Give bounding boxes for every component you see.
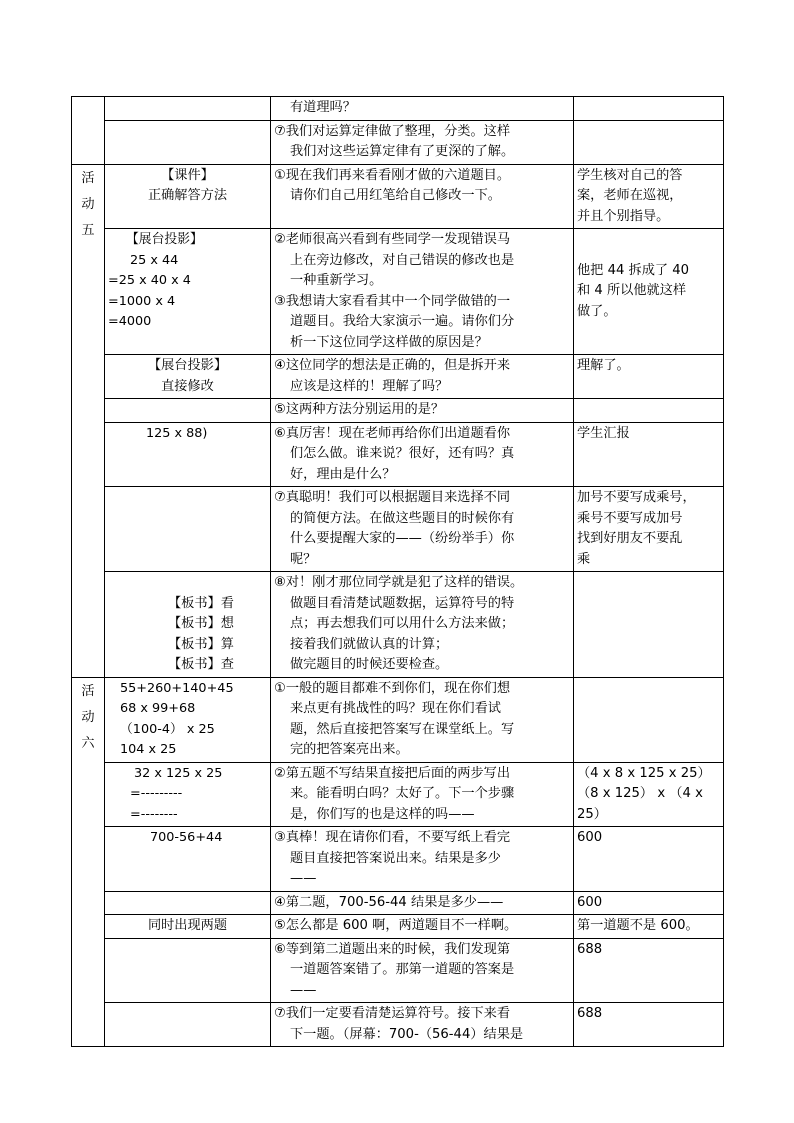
teacher-activity-cell [271,572,574,678]
teacher-text: 析一下这位同学这样做的原因是？ [290,334,488,350]
teacher-text: ①一般的题目都难不到你们，现在你们想 [274,680,511,696]
resource-cell [105,677,271,762]
teacher-text: 做完题目的时候还要检查。 [290,657,449,672]
resource-cell [105,399,271,423]
student-activity-cell [574,229,724,355]
activity-label-cell [72,97,105,165]
teacher-text: 请你们自己用红笔给自己修改一下。 [290,188,501,203]
teacher-activity-cell [271,355,574,399]
activity-label-act5 [72,164,105,677]
activity-label-act6 [72,677,105,1047]
teacher-text: 道题目。我给大家演示一遍。请你们分 [290,314,515,329]
resource-text: =--------- [130,786,183,801]
teacher-text: 题目直接把答案说出来。结果是多少 [290,850,501,866]
table-row [72,827,724,892]
student-activity-cell [574,422,724,487]
teacher-text: ⑦真聪明！我们可以根据题目来选择不同 [274,490,511,505]
teacher-text: 好，理由是什么？ [290,466,396,482]
activity-label-char: 动 [81,709,95,725]
teacher-text: ⑦我们对运算定律做了整理，分类。这样 [274,123,511,139]
resource-cell [105,120,271,164]
table-row [72,891,724,915]
resource-text: 【课件】 [161,167,214,183]
teacher-text: 的简便方法。在做这些题目的时候你有 [290,510,515,526]
table-row [72,97,724,121]
resource-text: 同时出现两题 [147,918,228,933]
teacher-text: 是，你们写的也是这样的吗—— [290,806,475,822]
student-activity-cell [574,120,724,164]
student-text: 学生核对自己的答 [577,167,683,183]
teacher-text: 下一题。（屏幕：700-（56-44）结果是 [290,1026,524,1042]
teacher-text: ⑥真厉害！现在老师再给你们出道题看你 [274,425,511,441]
teacher-activity-cell [271,399,574,423]
teacher-text: ⑧对！刚才那位同学就是犯了这样的错误。 [274,575,524,590]
teacher-text: ④这位同学的想法是正确的，但是拆开来 [274,358,511,373]
teacher-text: 做题目看清楚试题数据，运算符号的特 [290,595,515,611]
table-row [72,938,724,1003]
resource-text: （100-4） x 25 [120,721,215,737]
student-activity-cell [574,938,724,1003]
student-activity-cell [574,487,724,572]
resource-text: 正确解答方法 [147,188,228,203]
teacher-activity-cell [271,677,574,762]
resource-text: =1000 x 4 [108,293,176,309]
resource-cell [105,355,271,399]
teacher-text: 我们对这些运算定律有了更深的了解。 [290,144,515,159]
student-text: 找到好朋友不要乱 [577,531,683,546]
teacher-text: ⑥等到第二道题出来的时候，我们发现第 [274,941,511,957]
resource-text: =25 x 40 x 4 [108,273,191,288]
teacher-activity-cell [271,1003,574,1047]
teacher-text: 应该是这样的！理解了吗？ [290,378,449,394]
student-text: 乘 [577,551,591,567]
teacher-text: ⑦我们一定要看清楚运算符号。接下来看 [274,1006,511,1021]
student-activity-cell [574,891,724,915]
student-text: 理解了。 [577,358,630,373]
teacher-text: ②老师很高兴看到有些同学一发现错误马 [274,232,511,247]
student-text: 乘号不要写成加号 [577,510,683,526]
table-row [72,355,724,399]
student-text: 加号不要写成乘号， [577,490,696,505]
student-activity-cell [574,827,724,892]
student-text: 做了。 [577,303,617,319]
teacher-activity-cell [271,229,574,355]
resource-cell [105,938,271,1003]
activity-label-char: 五 [81,222,95,238]
resource-cell [105,827,271,892]
activity-label-char: 六 [81,735,95,751]
student-text: 并且个别指导。 [577,208,670,224]
resource-cell [105,1003,271,1047]
student-text: 学生汇报 [577,425,630,441]
resource-text: 【展台投影】 [126,232,203,247]
teacher-text: 来。能看明白吗？太好了。下一个步骤 [290,786,515,801]
resource-text: 直接修改 [161,378,214,394]
student-text: 600 [577,894,603,910]
teacher-text: 题，然后直接把答案写在课堂纸上。写 [290,721,515,737]
teacher-text: —— [290,982,317,998]
teacher-activity-cell [271,120,574,164]
table-row [72,915,724,939]
table-row [72,399,724,423]
teacher-activity-cell [271,938,574,1003]
activity-label-char: 动 [81,196,95,212]
teacher-activity-cell [271,915,574,939]
teacher-text: ②第五题不写结果直接把后面的两步写出 [274,765,511,781]
student-text: 25） [577,806,607,822]
student-text: 第一道题不是 600。 [577,918,699,933]
lesson-plan-table [71,96,724,1047]
resource-text: 55+260+140+45 [120,680,234,696]
table-row [72,164,724,229]
teacher-text: —— [290,871,317,886]
teacher-text: 一道题答案错了。那第一道题的答案是 [290,962,515,977]
table-row [72,1003,724,1047]
resource-text: 68 x 99+68 [120,701,196,716]
teacher-activity-cell [271,827,574,892]
teacher-text: 一种重新学习。 [290,273,383,288]
student-text: 和 4 所以他就这样 [577,283,687,299]
resource-text: 【展台投影】 [147,358,228,373]
student-activity-cell [574,572,724,678]
student-text: 600 [577,830,603,845]
teacher-activity-cell [271,487,574,572]
table-row [72,487,724,572]
teacher-text: ③真棒！现在请你们看，不要写纸上看完 [274,830,511,845]
resource-cell [105,164,271,229]
student-activity-cell [574,97,724,121]
teacher-text: 点；再去想我们可以用什么方法来做； [290,616,515,631]
activity-label-char: 活 [81,170,95,186]
student-activity-cell [574,762,724,827]
student-text: 他把 44 拆成了 40 [577,262,690,278]
resource-cell [105,762,271,827]
student-text: 案，老师在巡视， [577,188,683,203]
teacher-text: 完的把答案亮出来。 [290,742,409,757]
resource-cell [105,229,271,355]
resource-cell [105,891,271,915]
resource-text: 125 x 88) [146,425,208,441]
resource-cell [105,572,271,678]
board-note-calc: 【板书】算 [168,636,234,652]
resource-text: =4000 [108,314,152,329]
student-text: （8 x 125） x （4 x [577,786,703,801]
teacher-activity-cell [271,762,574,827]
teacher-text: ①现在我们再来看看刚才做的六道题目。 [274,167,511,183]
resource-cell [105,487,271,572]
resource-text: 104 x 25 [120,742,177,757]
student-activity-cell [574,915,724,939]
teacher-text: ③我想请大家看看其中一个同学做错的一 [274,293,511,309]
resource-text: 700-56+44 [150,830,223,845]
table-row [72,677,724,762]
teacher-text: 们怎么做。谁来说？很好，还有吗？真 [290,446,515,461]
resource-text: 25 x 44 [130,252,179,268]
student-text: （4 x 8 x 125 x 25） [577,765,711,781]
teacher-text: 上在旁边修改，对自己错误的修改也是 [290,252,515,268]
table-row [72,762,724,827]
teacher-text: 来点更有挑战性的吗？现在你们看试 [290,701,501,716]
teacher-text: 什么要提醒大家的——（纷纷举手）你 [290,531,515,546]
table-row [72,120,724,164]
table-row [72,229,724,355]
resource-cell [105,422,271,487]
student-activity-cell [574,677,724,762]
teacher-activity-cell [271,422,574,487]
resource-cell [105,915,271,939]
teacher-text: 呢？ [290,551,317,567]
teacher-text: ⑤怎么都是 600 啊，两道题目不一样啊。 [274,918,518,933]
table-row [72,572,724,678]
student-activity-cell [574,1003,724,1047]
student-text: 688 [577,1006,603,1021]
student-activity-cell [574,164,724,229]
teacher-text: ⑤这两种方法分别运用的是？ [274,402,445,417]
student-activity-cell [574,399,724,423]
resource-text: =-------- [130,806,178,822]
resource-text: 32 x 125 x 25 [134,765,223,781]
board-note-check: 【板书】查 [168,657,234,672]
student-text: 688 [577,941,603,957]
teacher-text: 有道理吗？ [290,100,356,115]
board-note-look: 【板书】看 [168,595,234,611]
student-activity-cell [574,355,724,399]
teacher-activity-cell [271,97,574,121]
teacher-activity-cell [271,164,574,229]
resource-cell [105,97,271,121]
teacher-text: 接着我们就做认真的计算； [290,636,449,652]
activity-label-char: 活 [81,683,95,699]
teacher-activity-cell [271,891,574,915]
table-row [72,422,724,487]
teacher-text: ④第二题，700-56-44 结果是多少—— [274,894,504,910]
board-note-think: 【板书】想 [168,616,234,631]
